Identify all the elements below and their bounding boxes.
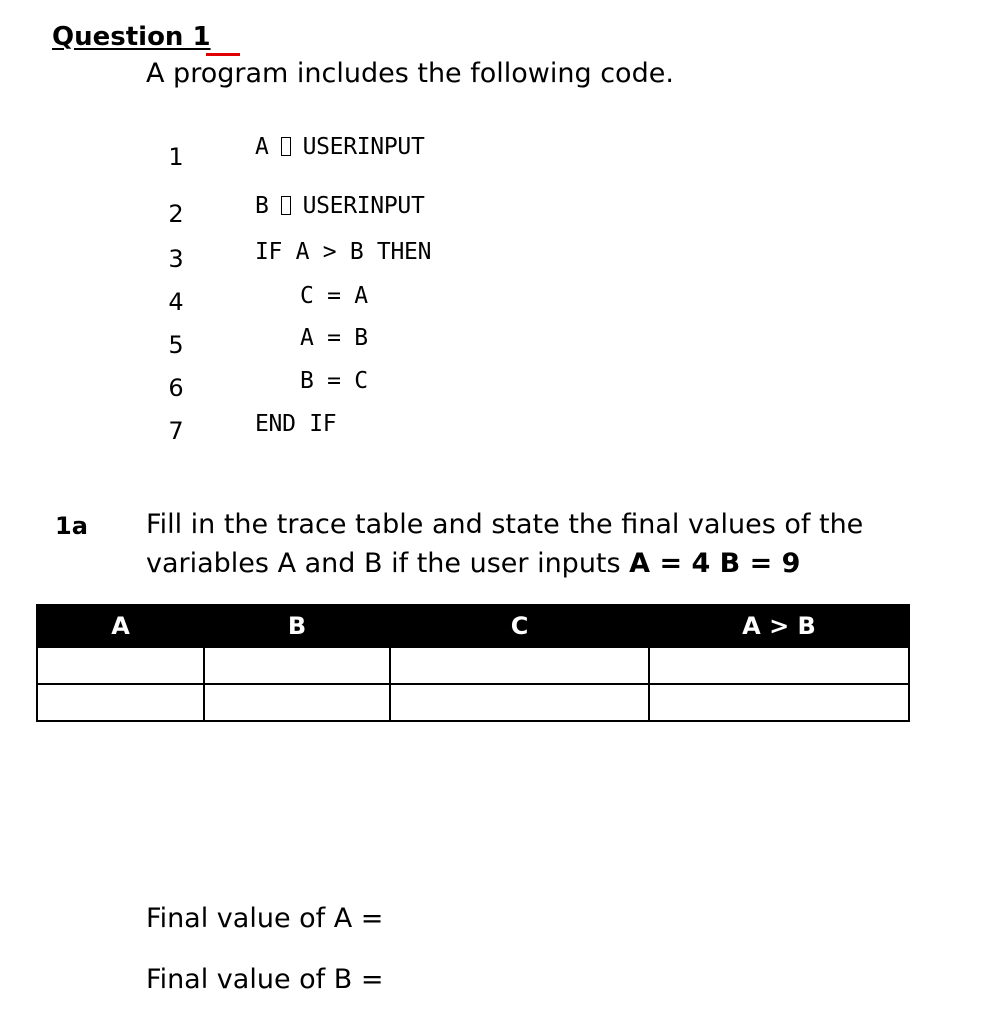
- code-line-2: [255, 193, 425, 219]
- table-cell[interactable]: [390, 684, 649, 721]
- code-line-number: 4: [168, 288, 184, 316]
- code-line-1: [255, 134, 425, 160]
- code-line-4: C = A: [300, 283, 368, 309]
- header-b: B: [204, 605, 390, 647]
- question-intro: A program includes the following code.: [146, 58, 674, 89]
- table-row: [37, 647, 909, 684]
- header-a: A: [37, 605, 204, 647]
- table-cell[interactable]: [37, 684, 204, 721]
- code-line-number: 1: [168, 143, 184, 171]
- instructions-text: Fill in the trace table and state the final values of the variables A and B if the user inputs: [146, 509, 864, 579]
- trace-table-header-row: [37, 605, 909, 647]
- code-variable: A: [255, 134, 269, 160]
- code-line-number: 3: [168, 245, 184, 273]
- code-line-7: END IF: [255, 411, 337, 437]
- final-value-a: Final value of A =: [146, 903, 384, 934]
- trace-table: [36, 604, 910, 722]
- final-value-b: Final value of B =: [146, 964, 384, 995]
- table-cell[interactable]: [390, 647, 649, 684]
- code-line-number: 6: [168, 374, 184, 402]
- table-cell[interactable]: [649, 647, 909, 684]
- assignment-arrow-icon: [281, 196, 291, 215]
- code-line-number: 5: [168, 331, 184, 359]
- table-cell[interactable]: [649, 684, 909, 721]
- table-cell[interactable]: [204, 647, 390, 684]
- code-value: USERINPUT: [302, 193, 425, 219]
- table-row: [37, 684, 909, 721]
- code-line-number: 2: [168, 200, 184, 228]
- part-instructions: [146, 505, 946, 583]
- code-line-6: B = C: [300, 368, 368, 394]
- header-c: C: [390, 605, 649, 647]
- question-title: Question 1: [52, 22, 211, 52]
- table-cell[interactable]: [204, 684, 390, 721]
- title-underline-accent: [206, 53, 240, 56]
- assignment-arrow-icon: [281, 137, 291, 156]
- code-value: USERINPUT: [302, 134, 425, 160]
- part-label: 1a: [55, 512, 88, 540]
- code-line-3: IF A > B THEN: [255, 239, 432, 265]
- instructions-inputs: A = 4 B = 9: [629, 548, 801, 579]
- table-cell[interactable]: [37, 647, 204, 684]
- code-variable: B: [255, 193, 269, 219]
- code-line-number: 7: [168, 417, 184, 445]
- code-line-5: A = B: [300, 325, 368, 351]
- header-a-greater-b: A > B: [649, 605, 909, 647]
